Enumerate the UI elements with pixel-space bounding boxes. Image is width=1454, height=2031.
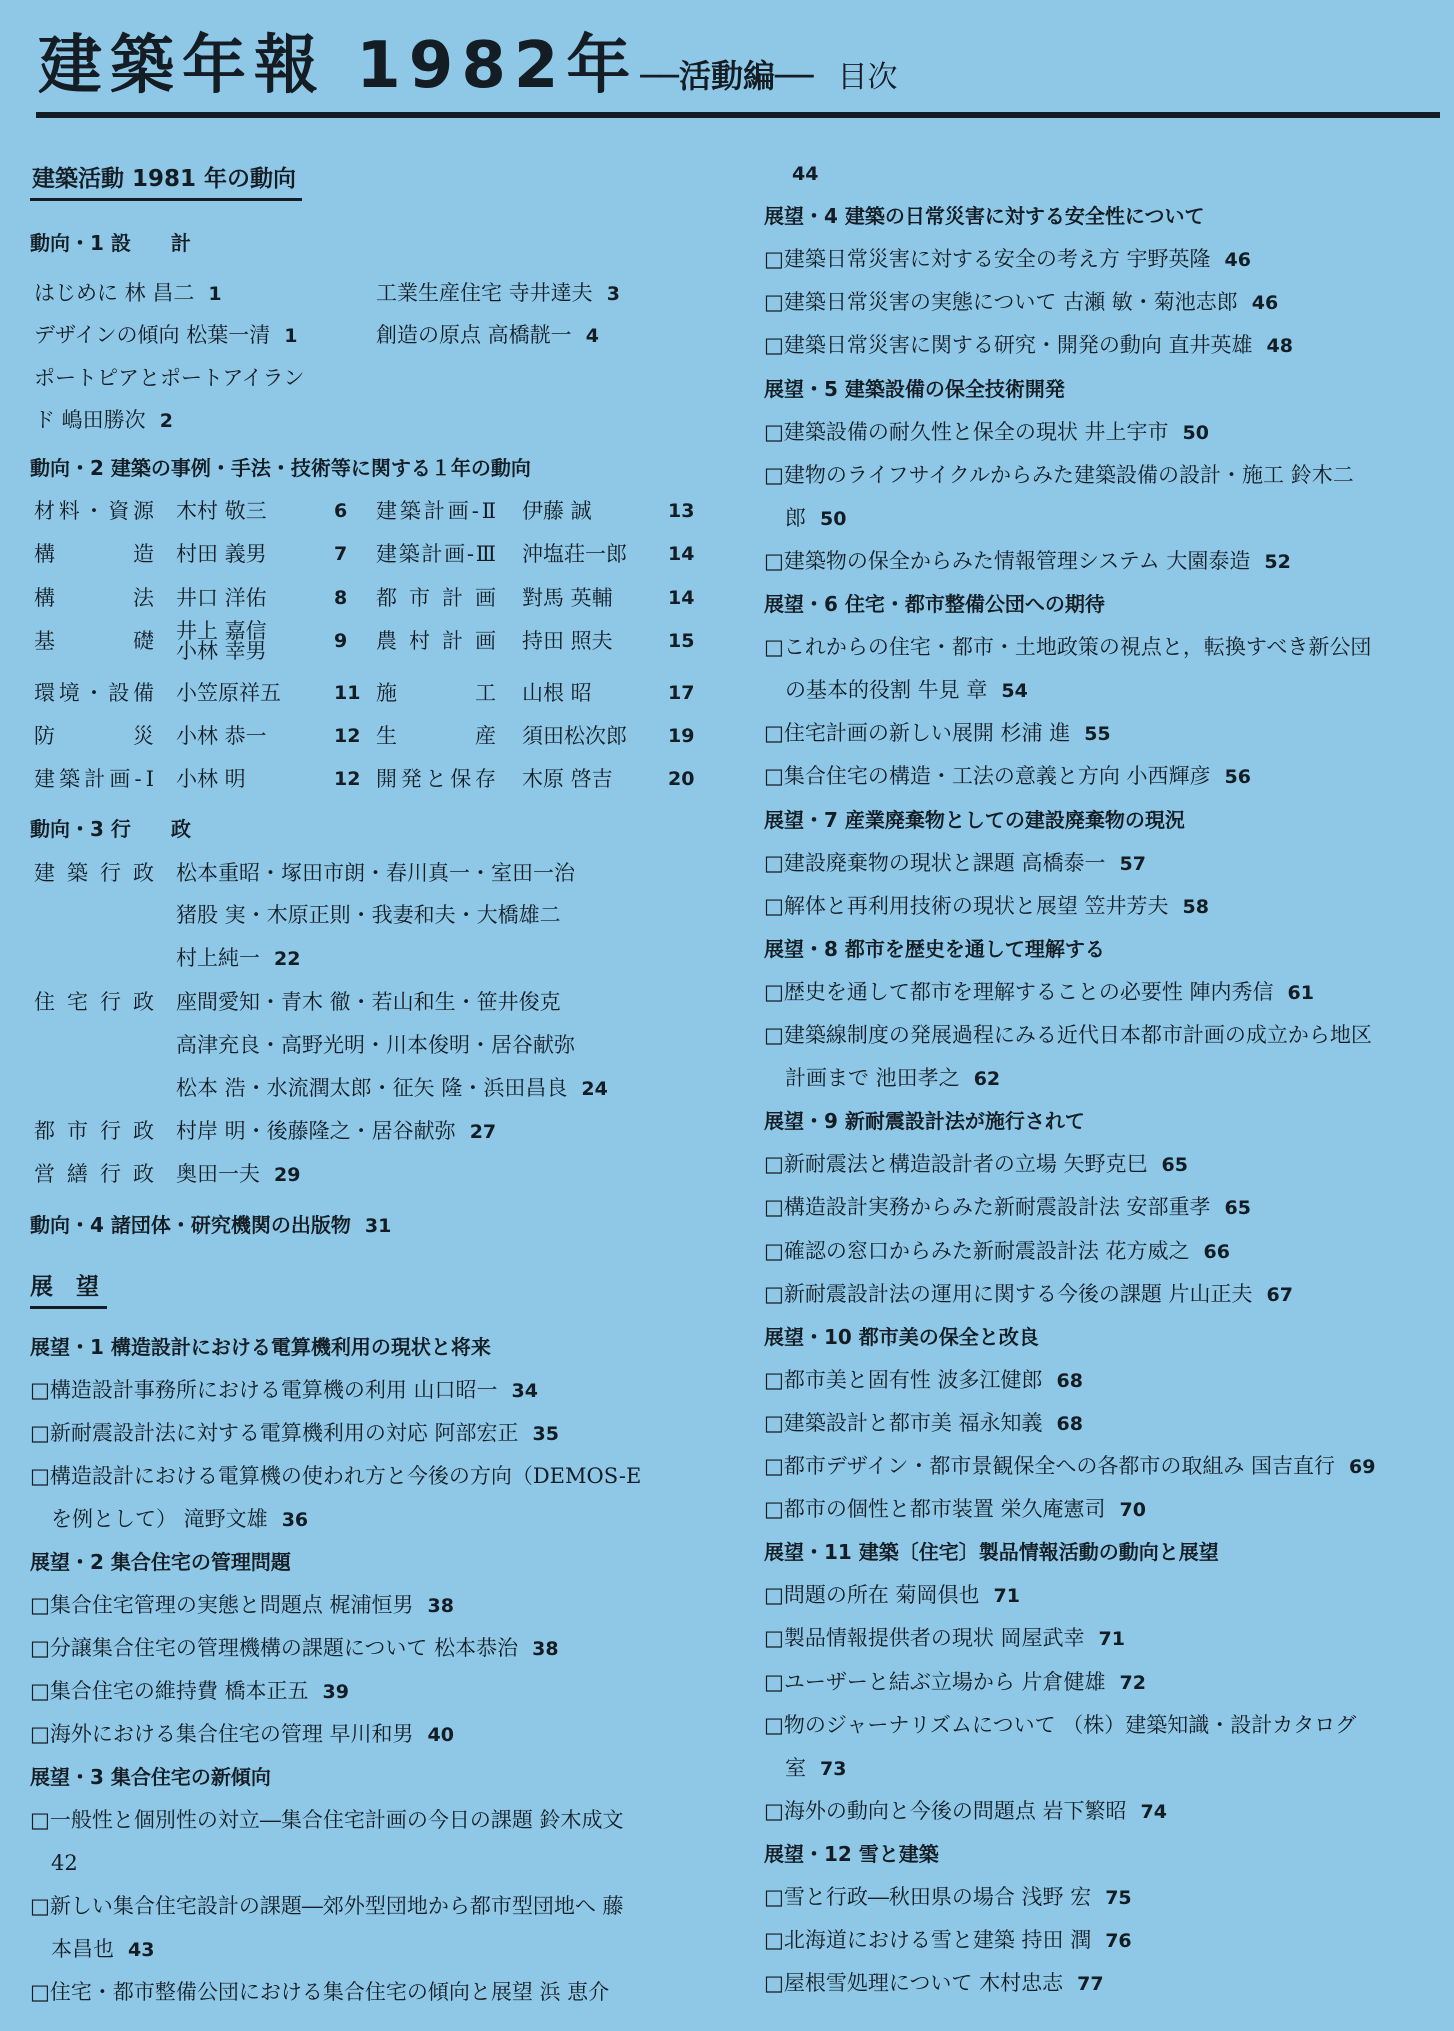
toc-entry <box>764 1794 1444 1828</box>
entry-text: ポートピアとポートアイラン <box>34 366 305 390</box>
category: 都市行政 <box>34 1119 154 1143</box>
section-heading <box>764 587 1444 621</box>
page-number: 46 <box>1224 249 1251 272</box>
entry-text: 猪股 実・木原正則・我妻和夫・大橋雄二 <box>176 903 561 927</box>
page-number: 58 <box>1182 895 1209 918</box>
entry-text: □建築物の保全からみた情報管理システム 大園泰造 <box>764 548 1251 573</box>
toc-entry <box>30 1717 690 1751</box>
entry-text: □都市美と固有性 波多江健郎 <box>764 1367 1043 1392</box>
author: 木村 敬三 <box>176 499 267 523</box>
author: 沖塩荘一郎 <box>522 542 627 566</box>
entry-text: □集合住宅の構造・工法の意義と方向 小西輝彦 <box>764 764 1211 789</box>
page-number: 74 <box>1140 1800 1167 1823</box>
section-title: 展望・4 建築の日常災害に対する安全性について <box>764 204 1205 229</box>
page-number: 1 <box>208 283 222 305</box>
entry-text: □一般性と個別性の対立―集合住宅計画の今日の課題 鈴木成文 <box>30 1808 624 1832</box>
category: 建築計画-Ⅰ <box>34 767 154 791</box>
author: 井上 嘉信 小林 幸男 <box>176 619 267 663</box>
entry-text: 42 <box>30 1851 78 1875</box>
author: 村田 義男 <box>176 542 267 566</box>
toc-entry <box>30 762 695 796</box>
part2-heading <box>30 1268 690 1314</box>
page-number: 34 <box>511 1380 538 1402</box>
category: 防 災 <box>34 724 154 748</box>
page-number: 44 <box>792 163 819 185</box>
page-number: 17 <box>668 682 695 704</box>
entry-text: □海外の動向と今後の問題点 岩下繁昭 <box>764 1798 1127 1823</box>
author: 木原 啓吉 <box>522 767 613 791</box>
page-number: 71 <box>1098 1628 1125 1651</box>
section-heading <box>30 812 690 846</box>
toc-entry <box>764 1966 1444 2000</box>
entry-text: □構造設計における電算機の使われ方と今後の方向（DEMOS-E <box>30 1464 642 1488</box>
author: 井口 洋佑 <box>176 586 267 610</box>
section-title: 動向・2 建築の事例・手法・技術等に関する１年の動向 <box>30 456 531 480</box>
toc-entry <box>764 1190 1444 1224</box>
page-number: 4 <box>585 325 599 347</box>
category: 材料・資源 <box>34 499 154 523</box>
author: 對馬 英輔 <box>522 586 613 610</box>
category: 環境・設備 <box>34 681 154 705</box>
page-number: 71 <box>993 1585 1020 1608</box>
toc-entry <box>764 501 1444 535</box>
toc-entry <box>30 1071 690 1105</box>
entry-text: □建設廃棄物の現状と課題 高橋泰一 <box>764 850 1106 875</box>
entry-text: □建築設備の耐久性と保全の現状 井上宇市 <box>764 419 1169 444</box>
author: 小林 明 <box>176 767 246 791</box>
toc-label: 目次 <box>837 60 898 95</box>
entry-text: の基本的役割 牛見 章 <box>764 678 988 703</box>
page-number: 7 <box>334 543 348 565</box>
entry-text: □建築設計と都市美 福永知義 <box>764 1410 1043 1435</box>
category: 営繕行政 <box>34 1162 154 1186</box>
section-heading <box>764 1104 1444 1138</box>
page-number: 50 <box>1182 421 1209 444</box>
category: 住宅行政 <box>34 990 154 1014</box>
entry-text: デザインの傾向 松葉一清 <box>34 323 271 347</box>
page-number: 72 <box>1119 1671 1146 1694</box>
toc-entry <box>30 1416 690 1450</box>
page-number: 29 <box>274 1164 301 1186</box>
entry-text: □建築日常災害の実態について 古瀬 敏・菊池志郎 <box>764 290 1238 315</box>
toc-entry <box>30 1846 690 1880</box>
authors <box>176 1071 608 1106</box>
section-title: 展望・10 都市美の保全と改良 <box>764 1324 1039 1349</box>
toc-entry <box>30 1674 690 1708</box>
entry-text: □北海道における雪と建築 持田 潤 <box>764 1928 1092 1953</box>
entry-text: □建物のライフサイクルからみた建築設備の設計・施工 鈴木二 <box>764 462 1354 487</box>
author: 山根 昭 <box>522 681 592 705</box>
toc-entry <box>30 1803 690 1837</box>
toc-entry <box>30 1975 690 2009</box>
edition-subtitle: ──活動編── <box>640 57 814 95</box>
page-number: 2 <box>159 410 173 432</box>
toc-entry <box>30 494 695 528</box>
toc-entry <box>764 1578 1444 1612</box>
page-number: 15 <box>668 630 695 652</box>
page-number: 19 <box>668 725 695 747</box>
category: 建築行政 <box>34 861 154 885</box>
page-number: 12 <box>334 725 361 747</box>
entry-right <box>376 318 599 353</box>
entry-text: □集合住宅の維持費 橋本正五 <box>30 1679 309 1703</box>
page-number: 76 <box>1105 1930 1132 1953</box>
category: 施 工 <box>376 681 496 705</box>
section-heading <box>30 1545 690 1579</box>
entry-text: □集合住宅管理の実態と問題点 梶浦恒男 <box>30 1593 414 1617</box>
page-number: 12 <box>334 768 361 790</box>
page-number: 73 <box>820 1757 847 1780</box>
page-number: 65 <box>1161 1154 1188 1177</box>
toc-entry <box>30 985 690 1019</box>
entry-text: □海外における集合住宅の管理 早川和男 <box>30 1722 414 1746</box>
yearbook-title: 建築年報 1982年 <box>38 29 639 103</box>
entry-text: 松本 浩・水流潤太郎・征矢 隆・浜田昌良 <box>176 1076 568 1100</box>
toc-entry <box>764 1234 1444 1268</box>
entry-text: □屋根雪処理について 木村忠志 <box>764 1971 1064 1996</box>
page-number: 68 <box>1056 1412 1083 1435</box>
toc-entry <box>764 673 1444 707</box>
page-number: 61 <box>1287 981 1314 1004</box>
toc-entry <box>764 328 1444 362</box>
page-number: 24 <box>581 1078 608 1100</box>
toc-entry <box>764 1018 1444 1052</box>
section-heading <box>764 1535 1444 1569</box>
toc-entry <box>30 719 695 753</box>
category: 生 産 <box>376 724 496 748</box>
page-number: 8 <box>334 587 348 609</box>
entry-text: 松本重昭・塚田市朗・春川真一・室田一治 <box>176 861 575 885</box>
toc-entry <box>30 1932 690 1966</box>
toc-entry <box>764 1449 1444 1483</box>
page-number: 11 <box>334 682 361 704</box>
toc-entry <box>30 318 690 352</box>
entry-text: □構造設計実務からみた新耐震設計法 安部重孝 <box>764 1195 1211 1220</box>
entry-text: ド 嶋田勝次 <box>34 408 146 432</box>
page-number: 69 <box>1349 1456 1376 1478</box>
entry-text: □問題の所在 菊岡倶也 <box>764 1583 980 1608</box>
page-number: 54 <box>1001 680 1028 703</box>
entry-text: 奥田一夫 <box>176 1162 260 1186</box>
entry-text: □確認の窓口からみた新耐震設計法 花方威之 <box>764 1238 1190 1263</box>
toc-entry <box>30 1157 690 1191</box>
category: 構 法 <box>34 586 154 610</box>
section-title: 展望・5 建築設備の保全技術開発 <box>764 376 1065 401</box>
toc-entry <box>764 889 1444 923</box>
entry-text: 室 <box>764 1755 806 1780</box>
section-heading <box>30 1208 690 1242</box>
page-number: 14 <box>668 543 695 565</box>
page-number: 14 <box>668 587 695 609</box>
entry-text: □新耐震設計法の運用に関する今後の課題 片山正夫 <box>764 1281 1253 1306</box>
header-rule <box>36 112 1440 118</box>
entry-text: □雪と行政―秋田県の場合 浅野 宏 <box>764 1885 1092 1909</box>
toc-entry <box>30 1631 690 1665</box>
toc-entry <box>764 630 1444 664</box>
entry-text: □都市デザイン・都市景観保全への各都市の取組み 国吉直行 <box>764 1454 1336 1478</box>
toc-entry <box>764 1492 1444 1526</box>
toc-entry <box>764 1621 1444 1655</box>
toc-entry <box>764 759 1444 793</box>
toc-entry <box>30 619 695 663</box>
page-number: 43 <box>128 1939 155 1961</box>
entry-text: □物のジャーナリズムについて （株）建築知識・設計カタログ <box>764 1712 1357 1737</box>
page-number: 67 <box>1266 1283 1293 1306</box>
page-number: 50 <box>820 507 847 530</box>
author: 伊藤 誠 <box>522 499 592 523</box>
section-heading <box>764 1837 1444 1871</box>
toc-entry <box>764 975 1444 1009</box>
toc-entry <box>764 1751 1444 1785</box>
category: 農村計画 <box>376 629 496 653</box>
toc-entry <box>30 1373 690 1407</box>
entry-text: □建築線制度の発展過程にみる近代日本都市計画の成立から地区 <box>764 1023 1372 1047</box>
entry-text: を例として） 滝野文雄 <box>30 1507 268 1531</box>
toc-entry <box>764 1665 1444 1699</box>
entry-text: 計画まで 池田孝之 <box>764 1066 960 1091</box>
toc-entry <box>30 1459 690 1493</box>
toc-entry <box>30 403 690 437</box>
toc-entry <box>764 1061 1444 1095</box>
section-title: 動向・4 諸団体・研究機関の出版物 <box>30 1213 351 1237</box>
page-number: 55 <box>1084 723 1111 746</box>
authors <box>176 941 300 976</box>
entry-left <box>34 276 222 311</box>
toc-entry <box>30 276 690 310</box>
toc-entry <box>764 716 1444 750</box>
entry-text: 創造の原点 高橋靗一 <box>376 323 572 347</box>
page-number: 6 <box>334 500 348 522</box>
page-number: 38 <box>427 1595 454 1617</box>
page-number: 77 <box>1077 1973 1104 1996</box>
section-title: 展望・6 住宅・都市整備公団への期待 <box>764 592 1105 616</box>
section-title: 展望・7 産業廃棄物としての建設廃棄物の現況 <box>764 807 1185 832</box>
toc-entry <box>30 1889 690 1923</box>
toc-entry <box>764 242 1444 276</box>
entry-text: □これからの住宅・都市・土地政策の視点と，転換すべき新公団 <box>764 635 1372 660</box>
entry-text: □製品情報提供者の現状 岡屋武幸 <box>764 1626 1085 1651</box>
section-heading <box>764 803 1444 837</box>
page-number: 38 <box>532 1638 559 1660</box>
toc-entry <box>30 856 690 890</box>
section-title: 展望・9 新耐震設計法が施行されて <box>764 1109 1085 1134</box>
page-header <box>38 14 1438 114</box>
page-number: 39 <box>322 1681 349 1703</box>
toc-entry <box>764 1363 1444 1397</box>
page-number: 35 <box>532 1423 559 1445</box>
toc-entry <box>30 676 695 710</box>
author: 小林 恭一 <box>176 724 267 748</box>
section-title: 展望・8 都市を歴史を通して理解する <box>764 936 1105 961</box>
part2-title: 展 望 <box>30 1268 107 1309</box>
authors <box>176 1114 496 1149</box>
authors <box>176 985 561 1019</box>
page-number: 66 <box>1203 1240 1230 1263</box>
authors <box>176 856 575 890</box>
toc-entry <box>764 1406 1444 1440</box>
page-number: 27 <box>469 1121 497 1143</box>
section-heading <box>30 1330 690 1364</box>
page-number: 62 <box>973 1068 1001 1091</box>
entry-text: □住宅・都市整備公団における集合住宅の傾向と展望 浜 恵介 <box>30 1980 610 2004</box>
entry-left <box>34 361 304 395</box>
page-number: 75 <box>1105 1887 1132 1909</box>
entry-text: 郎 <box>764 505 806 530</box>
section-title: 展望・1 構造設計における電算機利用の現状と将来 <box>30 1335 491 1359</box>
toc-entry <box>30 941 690 975</box>
section-heading <box>764 372 1444 406</box>
section-title: 動向・3 行 政 <box>30 817 191 841</box>
page-number: 65 <box>1224 1197 1251 1220</box>
page-number: 40 <box>427 1724 454 1746</box>
entry-text: □住宅計画の新しい展開 杉浦 進 <box>764 721 1071 746</box>
entry-text: 座間愛知・青木 徹・若山和生・笹井俊克 <box>176 990 561 1014</box>
entry-left <box>34 318 297 353</box>
page-number: 13 <box>668 500 695 522</box>
author: 持田 照夫 <box>522 629 613 653</box>
section-title: 展望・11 建築〔住宅〕製品情報活動の動向と展望 <box>764 1540 1219 1565</box>
entry-text: □解体と再利用技術の現状と展望 笠井芳夫 <box>764 893 1169 918</box>
entry-text: 本昌也 <box>30 1937 114 1961</box>
category: 建築計画-Ⅲ <box>376 542 496 566</box>
toc-entry <box>30 1502 690 1536</box>
entry-text: □新耐震設計法に対する電算機利用の対応 阿部宏正 <box>30 1421 519 1445</box>
entry-text: □都市の個性と都市装置 栄久庵憲司 <box>764 1497 1106 1522</box>
authors <box>176 1028 575 1062</box>
category: 基 礎 <box>34 629 154 653</box>
toc-entry <box>764 846 1444 880</box>
section-heading <box>30 451 690 485</box>
page-number: 46 <box>1251 292 1279 315</box>
toc-entry <box>30 1028 690 1062</box>
category: 都市計画 <box>376 586 496 610</box>
toc-entry <box>30 1114 690 1148</box>
author: 小笠原祥五 <box>176 681 281 705</box>
page-number: 57 <box>1119 852 1146 875</box>
toc-entry <box>764 544 1444 578</box>
page-number: 9 <box>334 630 348 652</box>
author: 須田松次郎 <box>522 724 627 748</box>
page-number: 20 <box>668 768 695 790</box>
entry-text: □建築日常災害に関する研究・開発の動向 直井英雄 <box>764 333 1253 358</box>
part1-heading <box>30 160 690 206</box>
toc-entry <box>764 458 1444 492</box>
entry-text: □建築日常災害に対する安全の考え方 宇野英隆 <box>764 247 1211 272</box>
category: 開発と保存 <box>376 767 496 791</box>
page-number: 36 <box>281 1509 309 1531</box>
page-number: 3 <box>606 283 620 305</box>
toc-entry <box>30 1588 690 1622</box>
page-number: 1 <box>284 325 298 347</box>
page-number: 68 <box>1056 1369 1083 1392</box>
section-heading <box>764 1320 1444 1354</box>
toc-entry <box>764 285 1444 319</box>
entry-text: □新耐震法と構造設計者の立場 矢野克巳 <box>764 1152 1148 1177</box>
section-title: 展望・12 雪と建築 <box>764 1841 939 1866</box>
toc-entry <box>764 1708 1444 1742</box>
entry-text: □ユーザーと結ぶ立場から 片倉健雄 <box>764 1669 1106 1694</box>
entry-text: □歴史を通して都市を理解することの必要性 陣内秀信 <box>764 979 1274 1004</box>
toc-entry <box>764 156 1444 190</box>
entry-text: はじめに 林 昌二 <box>34 281 195 305</box>
category: 構 造 <box>34 542 154 566</box>
entry-text: 村岸 明・後藤隆之・居谷献弥 <box>176 1119 456 1143</box>
section-title: 展望・3 集合住宅の新傾向 <box>30 1765 271 1789</box>
toc-entry <box>764 1880 1444 1914</box>
page-number: 70 <box>1119 1499 1146 1522</box>
entry-text: 工業生産住宅 寺井達夫 <box>376 281 593 305</box>
part1-title: 建築活動 1981 年の動向 <box>30 160 302 201</box>
entry-text: 村上純一 <box>176 946 260 970</box>
toc-entry <box>764 415 1444 449</box>
category: 建築計画-Ⅱ <box>376 499 496 523</box>
entry-text: □新しい集合住宅設計の課題―郊外型団地から都市型団地へ 藤 <box>30 1894 624 1918</box>
toc-entry <box>30 581 695 615</box>
section-heading <box>30 1760 690 1794</box>
page-number: 56 <box>1224 766 1251 789</box>
page-number: 52 <box>1264 550 1291 573</box>
toc-entry <box>764 1923 1444 1957</box>
page-number: 22 <box>274 948 301 970</box>
entry-right <box>376 276 620 311</box>
entry-text: 高津充良・高野光明・川本俊明・居谷献弥 <box>176 1033 575 1057</box>
toc-entry <box>30 361 690 395</box>
authors <box>176 898 561 932</box>
authors <box>176 1157 300 1192</box>
section-heading <box>30 226 690 260</box>
toc-entry <box>764 1277 1444 1311</box>
toc-entry <box>764 1147 1444 1181</box>
toc-entry <box>30 537 695 571</box>
entry-left <box>34 403 173 438</box>
entry-text: □構造設計事務所における電算機の利用 山口昭一 <box>30 1378 498 1402</box>
toc-entry <box>30 898 690 932</box>
section-title: 動向・1 設 計 <box>30 231 191 255</box>
page-number: 31 <box>364 1215 392 1237</box>
section-heading <box>764 199 1444 233</box>
entry-text: □分譲集合住宅の管理機構の課題について 松本恭治 <box>30 1636 519 1660</box>
section-title: 展望・2 集合住宅の管理問題 <box>30 1550 291 1574</box>
section-heading <box>764 932 1444 966</box>
page-number: 48 <box>1266 335 1293 358</box>
